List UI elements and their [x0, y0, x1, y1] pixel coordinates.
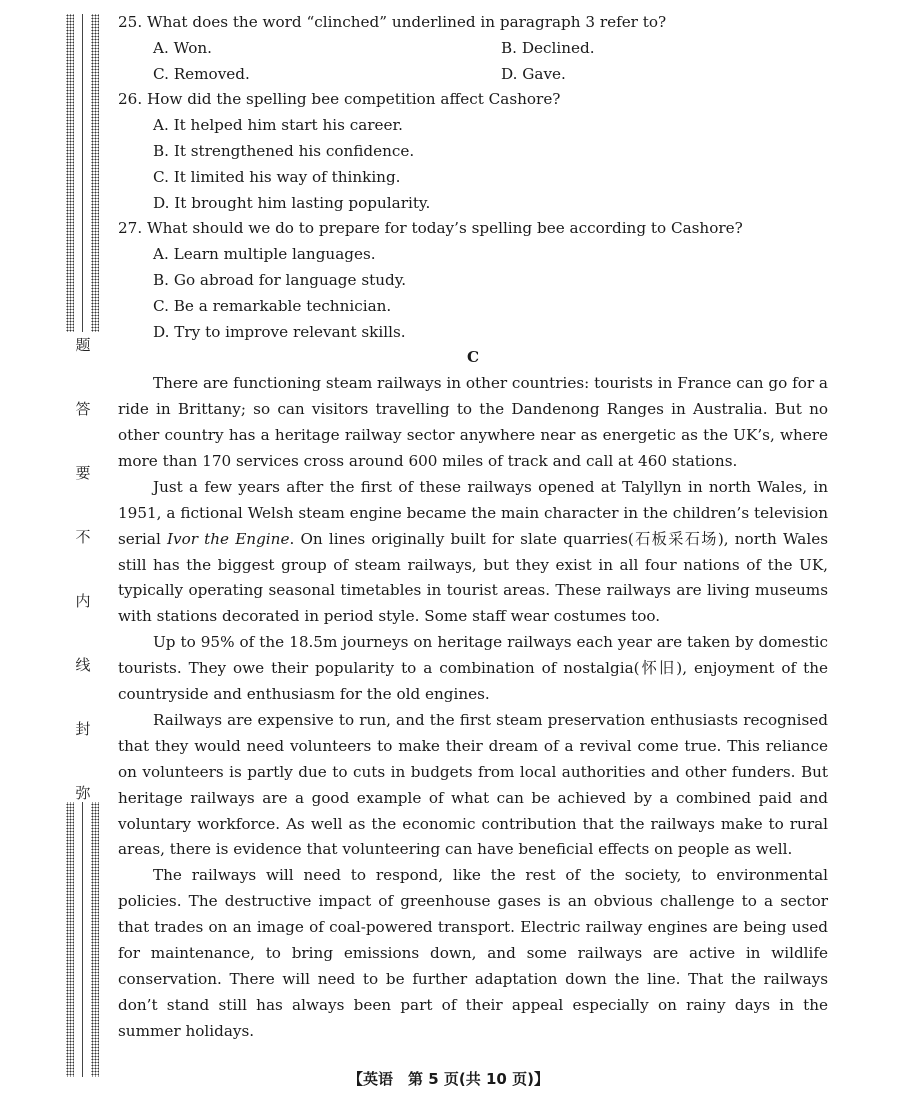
option-a[interactable]: A. Learn multiple languages. — [153, 245, 376, 264]
option-c[interactable]: C. Be a remarkable technician. — [153, 296, 392, 315]
option-d[interactable]: D. It brought him lasting popularity. — [153, 193, 431, 212]
passage-paragraph-3: Up to 95% of the 18.5m journeys on heritage railways each year are taken by domestic tourists. They owe their popularity to a combination of nostalgia(怀旧), enjoyment of the countryside and enthusiasm for the old engines. — [118, 633, 828, 704]
italic-title: Ivor the Engine — [167, 529, 290, 548]
binding-line — [82, 14, 83, 332]
passage-paragraph-5: The railways will need to respond, like the rest of the society, to environmental policies. The destructive impact of greenhouse gases is an obvious challenge to a sector that trades on an image of coal-powered transport. Electric railway engines are being used for maintenance, to bring emissions down, and some railways are active in wildlife conservation. There will need to be further adaptation down the line. That the railways don’t stand still has always been part of their appeal especially on rainy days in the summer holidays. — [118, 866, 828, 1040]
option-a[interactable]: A. Won. — [153, 38, 212, 57]
question-25-options-row — [118, 62, 828, 88]
seal-char: 答 — [75, 400, 91, 418]
option-d[interactable]: D. Gave. — [501, 64, 566, 83]
binding-line — [82, 802, 83, 1077]
option-c[interactable]: C. It limited his way of thinking. — [153, 167, 401, 186]
seal-char: 线 — [75, 656, 91, 674]
passage-paragraph-4: Railways are expensive to run, and the first steam preservation enthusiasts recognised that they would need volunteers to make their dream of a revival come true. This reliance on volunteers is partly due to cuts in budgets from local authorities and other funders. But heritage railways are a good example of what can be achieved by a combined paid and voluntary workforce. As well as the economic contribution that the railways make to rural areas, there is evidence that volunteering can have beneficial effects on people as well. — [118, 710, 828, 859]
paragraph-text: Just a few years after the first of these railways opened at Talyllyn in north Wales, in 1951, a fictional Welsh steam engine became the main character in the children’s television serial — [118, 477, 828, 548]
option-b[interactable]: B. It strengthened his confidence. — [153, 141, 415, 160]
page-footer: 【英语 第 5 页(共 10 页)】 — [348, 1070, 549, 1088]
question-26-stem: 26. How did the spelling bee competition affect Cashore? — [118, 90, 561, 109]
seal-line-warning — [74, 336, 92, 802]
question-25-options-row — [118, 36, 828, 62]
passage-paragraph-1: There are functioning steam railways in other countries: tourists in France can go for a ride in Brittany; so can visitors travelling to the Dandenong Ranges in Australia. But no other country has a heritage railway sector anywhere near as energetic as the UK’s, where more than 170 services cross around 600 miles of track and call at 460 stations. — [118, 374, 828, 470]
question-27-stem: 27. What should we do to prepare for today’s spelling bee according to Cashore? — [118, 219, 743, 238]
option-a[interactable]: A. It helped him start his career. — [153, 116, 403, 135]
option-d[interactable]: D. Try to improve relevant skills. — [153, 322, 406, 341]
passage-paragraph-2 — [118, 475, 828, 630]
option-b[interactable]: B. Declined. — [501, 38, 595, 57]
option-c[interactable]: C. Removed. — [153, 64, 250, 83]
page-content — [118, 10, 828, 1045]
section-title: C — [466, 348, 480, 367]
option-b[interactable]: B. Go abroad for language study. — [153, 270, 407, 289]
seal-char: 要 — [75, 464, 91, 482]
seal-char: 题 — [75, 336, 91, 354]
paragraph-text: . On lines originally built for slate quarries(石板采石场), north Wales still has the biggest group of steam railways, but they exist in all four nations of the UK, typically operating seasonal timetables in tourist areas. These railways are living museums with stations decorated in period style. Some staff wear costumes too. — [118, 529, 828, 626]
question-25-stem: 25. What does the word “clinched” underlined in paragraph 3 refer to? — [118, 13, 667, 31]
seal-char: 封 — [75, 720, 91, 738]
seal-char: 内 — [75, 592, 91, 610]
seal-char: 不 — [75, 528, 91, 546]
seal-char: 弥 — [75, 784, 91, 802]
binding-margin — [66, 14, 99, 1077]
